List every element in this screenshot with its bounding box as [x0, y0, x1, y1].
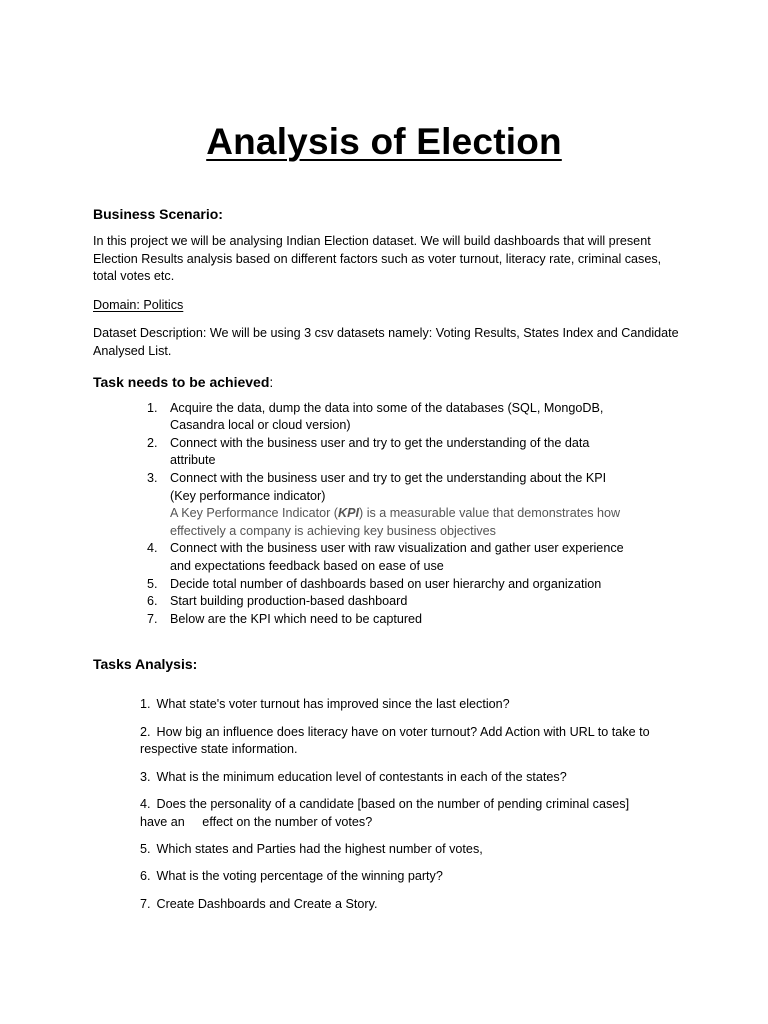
list-item-text: Acquire the data, dump the data into some of the databases (SQL, MongoDB,: [170, 400, 604, 415]
list-item-text: attribute: [170, 453, 216, 468]
list-item-text: What is the voting percentage of the winning party?: [156, 869, 443, 884]
list-item: [93, 400, 683, 435]
list-item-text: Which states and Parties had the highest number of votes,: [156, 842, 483, 857]
list-item-number: 7.: [147, 611, 158, 626]
list-item: [93, 470, 683, 540]
list-item-text: (Key performance indicator): [170, 488, 326, 503]
tasks-analysis-list: [93, 696, 683, 913]
kpi-definition: [170, 506, 620, 538]
list-item: [140, 724, 683, 760]
kpi-definition-line2: effectively a company is achieving key business objectives: [170, 523, 496, 538]
list-item: [93, 593, 683, 611]
list-item-text: Connect with the business user and try to get the understanding about the KPI: [170, 470, 607, 485]
business-scenario-text: In this project we will be analysing Indian Election dataset. We will build dashboards that will present Election Results analysis based on different factors such as voter turnout, literacy rate, criminal cases, total votes etc.: [93, 234, 662, 284]
list-item-text: Start building production-based dashboard: [170, 594, 408, 609]
list-item-text: Does the personality of a candidate [based on the number of pending criminal cases]: [156, 796, 630, 811]
list-item-text: What state's voter turnout has improved since the last election?: [156, 697, 510, 712]
tasks-list: [93, 400, 683, 629]
list-item-number: 1.: [147, 400, 158, 415]
list-item-number: 6.: [147, 594, 158, 609]
domain-label: Domain: Politics: [93, 297, 184, 312]
list-item: [93, 576, 683, 594]
list-item: [140, 696, 683, 714]
list-item: [93, 611, 683, 629]
list-item: [140, 896, 683, 914]
list-item-number: 6.: [140, 869, 151, 884]
kpi-definition-bold: KPI: [338, 506, 359, 521]
kpi-definition-before: A Key Performance Indicator (: [170, 506, 338, 521]
tasks-heading-colon: :: [269, 373, 274, 390]
list-item-text: and expectations feedback based on ease of use: [170, 558, 444, 573]
list-item-number: 4.: [147, 541, 158, 556]
list-item: [140, 841, 683, 859]
list-item-text: Connect with the business user and try to get the understanding of the data: [170, 435, 590, 450]
list-item-text: What is the minimum education level of contestants in each of the states?: [156, 769, 567, 784]
list-item-number: 2.: [140, 724, 151, 739]
document-body: [93, 204, 683, 923]
list-item-text: How big an influence does literacy have on voter turnout? Add Action with URL to take to: [156, 724, 650, 739]
list-item-text: have an effect on the number of votes?: [140, 814, 373, 829]
list-item-text: Casandra local or cloud version): [170, 418, 351, 433]
list-item-text: Create Dashboards and Create a Story.: [156, 896, 378, 911]
list-item-number: 3.: [140, 769, 151, 784]
list-item-number: 1.: [140, 697, 151, 712]
list-item-number: 5.: [147, 576, 158, 591]
list-item: [140, 796, 683, 832]
tasks-heading-text: Task needs to be achieved: [93, 373, 270, 390]
tasks-heading: [93, 372, 683, 392]
list-item-text: Connect with the business user with raw visualization and gather user experience: [170, 541, 624, 556]
list-item: [93, 435, 683, 470]
list-item-number: 7.: [140, 896, 151, 911]
list-item-text: respective state information.: [140, 742, 298, 757]
list-item: [140, 769, 683, 787]
list-item-text: Below are the KPI which need to be captured: [170, 611, 423, 626]
list-item: [93, 540, 683, 575]
list-item-number: 5.: [140, 842, 151, 857]
list-item-text: Decide total number of dashboards based on user hierarchy and organization: [170, 576, 602, 591]
dataset-description: Dataset Description: We will be using 3 csv datasets namely: Voting Results, States Index and Candidate Analysed List.: [93, 326, 679, 358]
list-item-number: 4.: [140, 796, 151, 811]
tasks-analysis-heading: Tasks Analysis:: [93, 656, 198, 673]
list-item: [140, 868, 683, 886]
document-title: Analysis of Election: [206, 121, 562, 162]
business-scenario-heading: Business Scenario:: [93, 206, 223, 222]
list-item-number: 2.: [147, 435, 158, 450]
list-item-number: 3.: [147, 470, 158, 485]
kpi-definition-after: ) is a measurable value that demonstrates how: [359, 506, 621, 521]
